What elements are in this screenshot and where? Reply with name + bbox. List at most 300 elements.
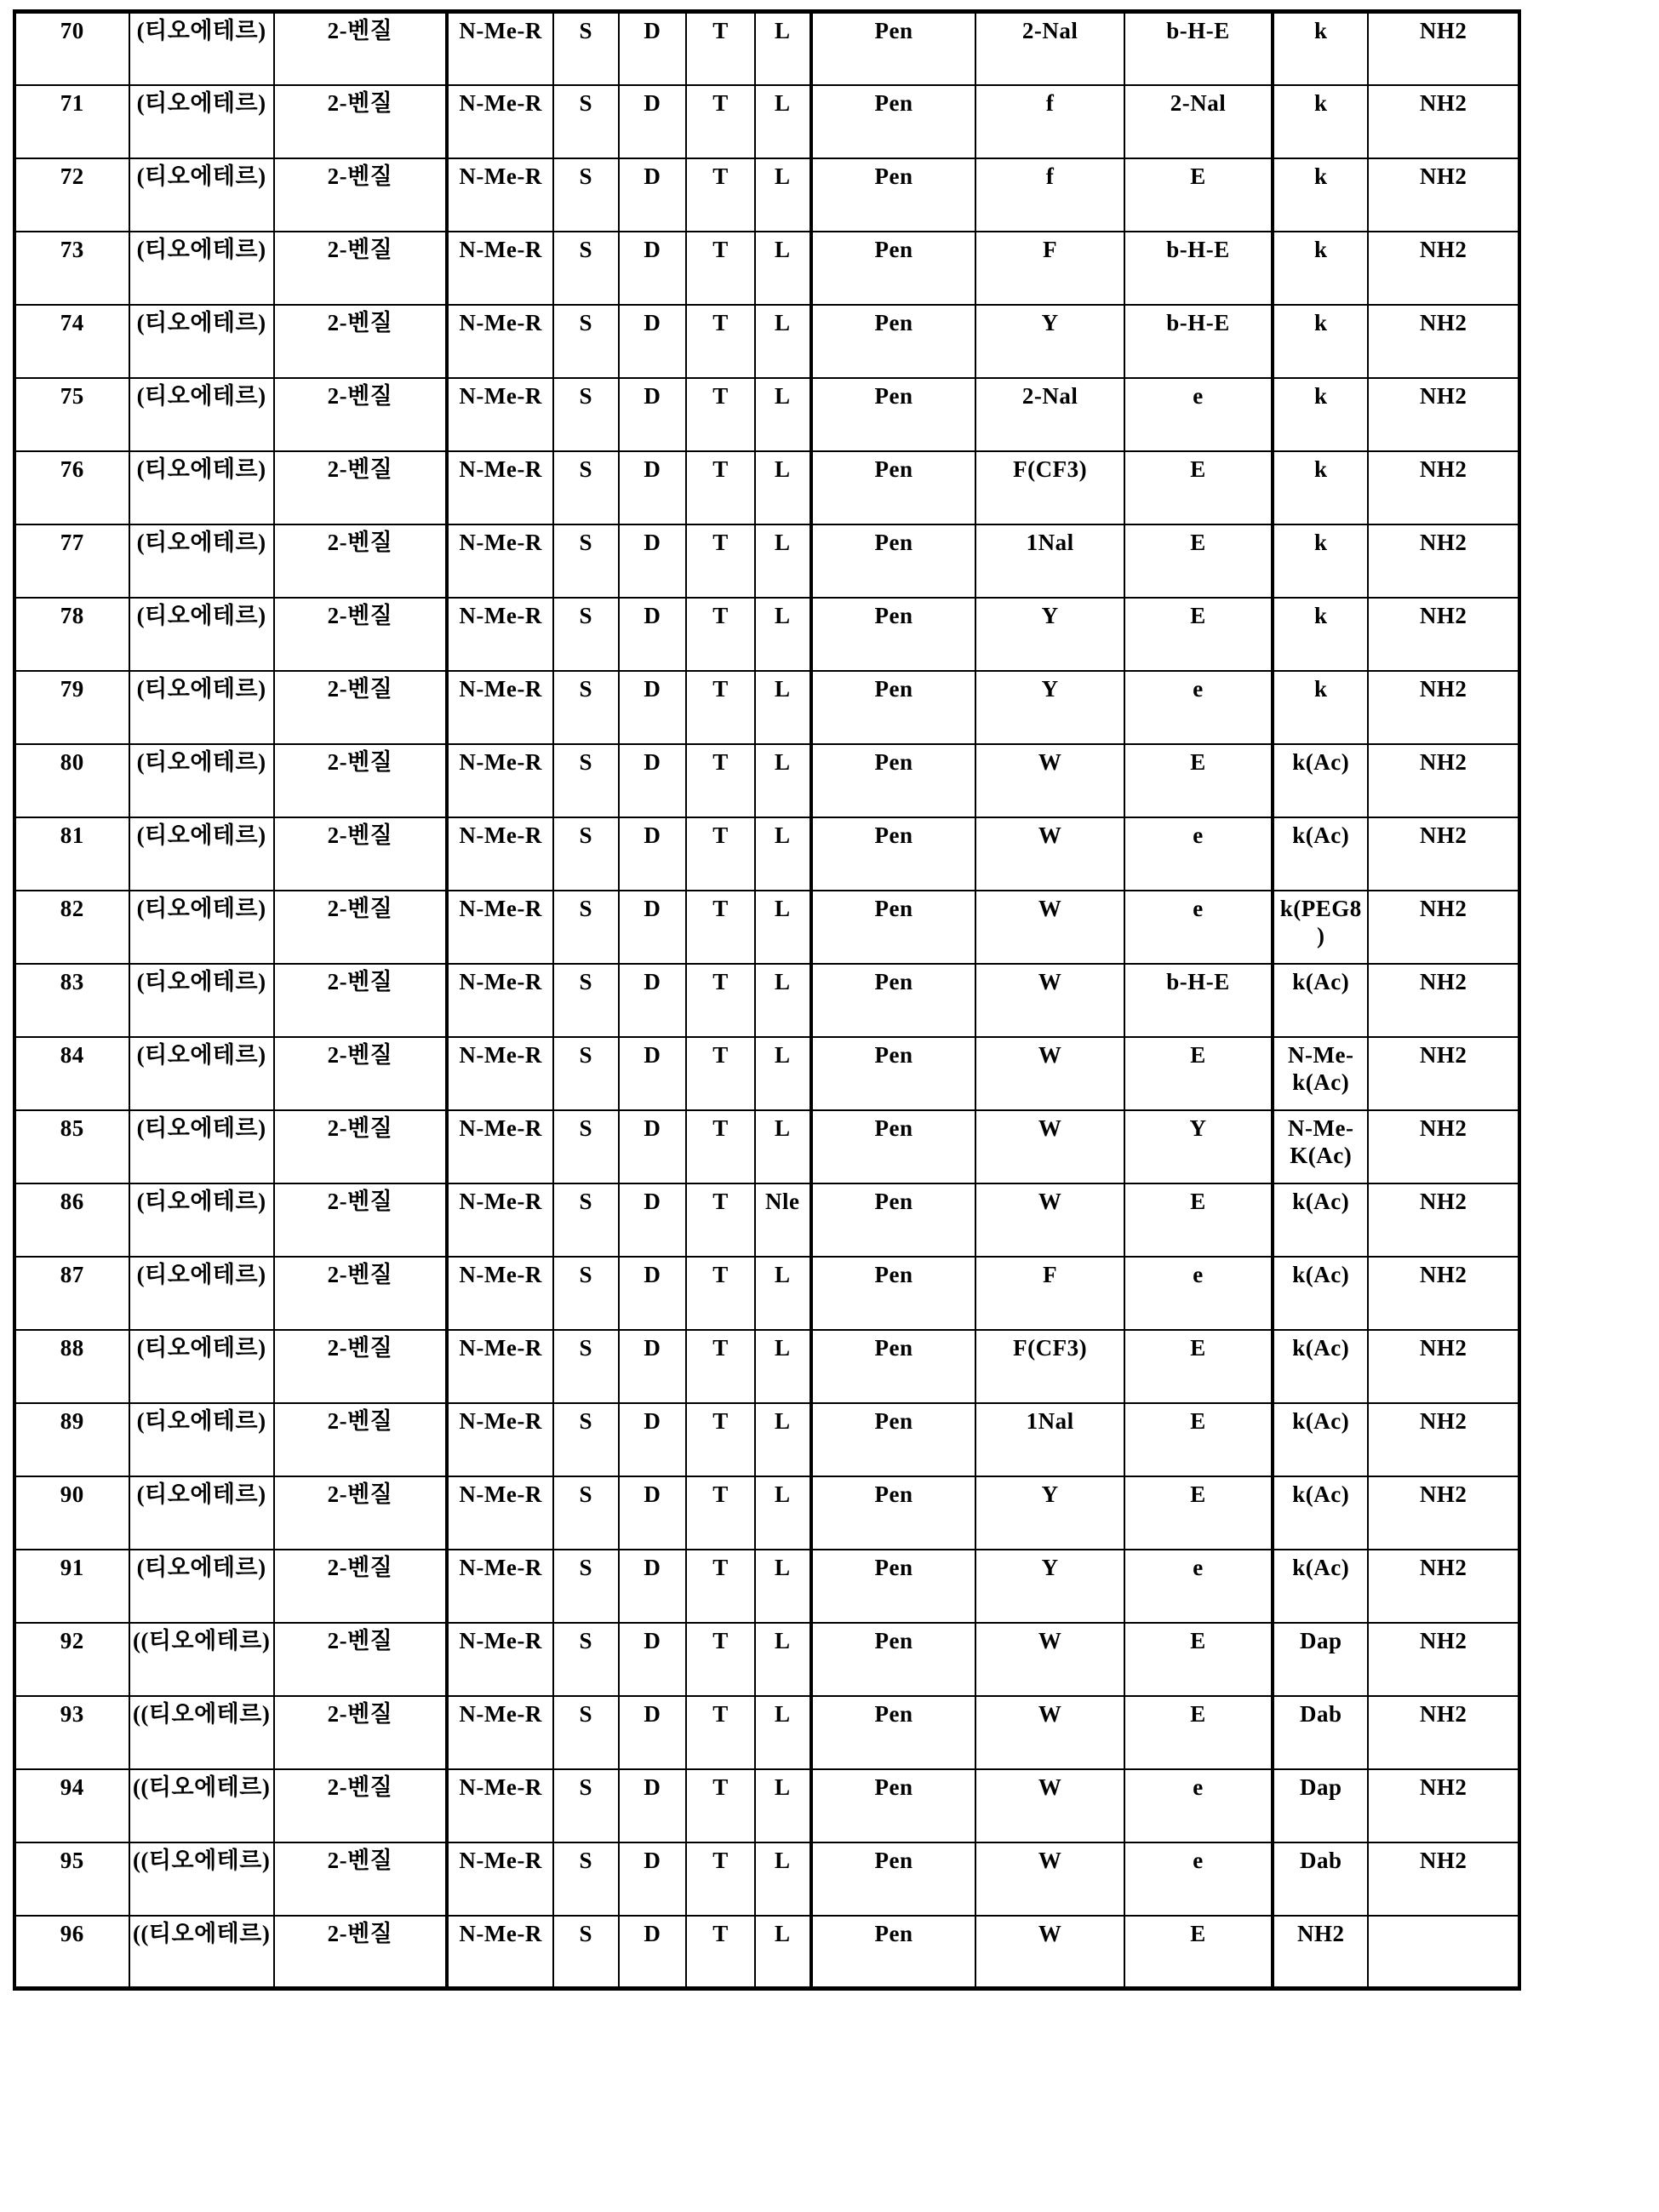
table-cell: W xyxy=(975,964,1124,1037)
table-cell: (티오에테르) xyxy=(129,1550,274,1623)
table-cell: L xyxy=(755,671,811,744)
table-cell: D xyxy=(619,817,687,891)
table-cell: T xyxy=(686,1916,755,1989)
table-cell xyxy=(1368,1916,1519,1989)
table-cell: D xyxy=(619,378,687,451)
table-cell: 2-벤질 xyxy=(274,1037,448,1110)
table-cell: NH2 xyxy=(1368,232,1519,305)
table-cell: b-H-E xyxy=(1124,305,1273,378)
table-cell: Pen xyxy=(811,1550,976,1623)
table-cell: S xyxy=(553,524,618,598)
table-cell: S xyxy=(553,744,618,817)
table-cell: Dab xyxy=(1273,1842,1368,1916)
table-cell: L xyxy=(755,1257,811,1330)
table-cell: D xyxy=(619,1476,687,1550)
table-cell: N-Me-R xyxy=(447,817,553,891)
table-cell: (티오에테르) xyxy=(129,451,274,524)
table-cell: D xyxy=(619,598,687,671)
table-cell: NH2 xyxy=(1368,85,1519,158)
table-cell: S xyxy=(553,817,618,891)
row-index-cell: 75 xyxy=(14,378,129,451)
table-cell: (티오에테르) xyxy=(129,817,274,891)
table-cell: 2-벤질 xyxy=(274,964,448,1037)
table-row xyxy=(14,451,1519,524)
table-cell: L xyxy=(755,891,811,964)
table-cell: Pen xyxy=(811,232,976,305)
table-cell: S xyxy=(553,1330,618,1403)
table-cell: NH2 xyxy=(1368,1037,1519,1110)
table-cell: Pen xyxy=(811,305,976,378)
table-cell: k xyxy=(1273,598,1368,671)
table-cell: N-Me-R xyxy=(447,1842,553,1916)
table-cell: 1Nal xyxy=(975,1403,1124,1476)
table-cell: D xyxy=(619,451,687,524)
table-cell: NH2 xyxy=(1368,305,1519,378)
table-cell: 2-벤질 xyxy=(274,1550,448,1623)
table-cell: N-Me-R xyxy=(447,1550,553,1623)
table-cell: NH2 xyxy=(1368,598,1519,671)
table-cell: L xyxy=(755,1110,811,1183)
table-cell: N-Me-R xyxy=(447,451,553,524)
table-cell: N-Me-R xyxy=(447,1623,553,1696)
table-cell: k xyxy=(1273,232,1368,305)
table-cell: 2-벤질 xyxy=(274,85,448,158)
table-cell: T xyxy=(686,158,755,232)
table-cell: (티오에테르) xyxy=(129,1403,274,1476)
table-cell: k(Ac) xyxy=(1273,1476,1368,1550)
table-cell: (티오에테르) xyxy=(129,378,274,451)
table-cell: Pen xyxy=(811,1037,976,1110)
table-cell: 2-벤질 xyxy=(274,598,448,671)
table-cell: 2-벤질 xyxy=(274,817,448,891)
table-cell: T xyxy=(686,671,755,744)
table-cell: Dap xyxy=(1273,1623,1368,1696)
table-cell: D xyxy=(619,232,687,305)
table-cell: 2-벤질 xyxy=(274,1257,448,1330)
table-cell: NH2 xyxy=(1368,1550,1519,1623)
table-cell: 2-Nal xyxy=(1124,85,1273,158)
row-index-cell: 91 xyxy=(14,1550,129,1623)
table-row xyxy=(14,1769,1519,1842)
table-cell: 2-벤질 xyxy=(274,1696,448,1769)
table-cell: NH2 xyxy=(1368,1476,1519,1550)
table-cell: S xyxy=(553,158,618,232)
table-cell: 2-벤질 xyxy=(274,305,448,378)
row-index-cell: 76 xyxy=(14,451,129,524)
table-cell: N-Me-R xyxy=(447,1037,553,1110)
table-cell: k(Ac) xyxy=(1273,1330,1368,1403)
table-cell: S xyxy=(553,1110,618,1183)
table-cell: NH2 xyxy=(1368,817,1519,891)
table-row xyxy=(14,817,1519,891)
table-cell: Pen xyxy=(811,1330,976,1403)
table-cell: e xyxy=(1124,378,1273,451)
table-cell: L xyxy=(755,1769,811,1842)
table-cell: S xyxy=(553,1037,618,1110)
table-cell: L xyxy=(755,1696,811,1769)
table-cell: Pen xyxy=(811,1769,976,1842)
table-cell: E xyxy=(1124,158,1273,232)
table-cell: S xyxy=(553,1696,618,1769)
row-index-cell: 78 xyxy=(14,598,129,671)
table-row xyxy=(14,1623,1519,1696)
table-cell: 2-벤질 xyxy=(274,744,448,817)
table-cell: Y xyxy=(975,598,1124,671)
table-cell: k(Ac) xyxy=(1273,1403,1368,1476)
table-cell: T xyxy=(686,1330,755,1403)
table-cell: N-Me-R xyxy=(447,158,553,232)
table-cell: T xyxy=(686,1696,755,1769)
table-cell: T xyxy=(686,1037,755,1110)
table-cell: L xyxy=(755,1476,811,1550)
row-index-cell: 74 xyxy=(14,305,129,378)
table-cell: S xyxy=(553,1916,618,1989)
table-cell: NH2 xyxy=(1368,1183,1519,1257)
table-row xyxy=(14,1183,1519,1257)
table-cell: L xyxy=(755,1403,811,1476)
table-cell: ((티오에테르) xyxy=(129,1696,274,1769)
row-index-cell: 80 xyxy=(14,744,129,817)
table-row xyxy=(14,964,1519,1037)
table-cell: N-Me-R xyxy=(447,964,553,1037)
table-cell: D xyxy=(619,1330,687,1403)
table-cell: (티오에테르) xyxy=(129,232,274,305)
row-index-cell: 88 xyxy=(14,1330,129,1403)
table-row xyxy=(14,305,1519,378)
table-row xyxy=(14,1257,1519,1330)
table-cell: T xyxy=(686,378,755,451)
table-cell: L xyxy=(755,451,811,524)
table-cell: T xyxy=(686,964,755,1037)
table-cell: D xyxy=(619,158,687,232)
table-cell: NH2 xyxy=(1368,1330,1519,1403)
table-cell: NH2 xyxy=(1368,1110,1519,1183)
table-cell: (티오에테르) xyxy=(129,1257,274,1330)
table-cell: e xyxy=(1124,1257,1273,1330)
table-cell: T xyxy=(686,1623,755,1696)
table-cell: b-H-E xyxy=(1124,12,1273,85)
table-row xyxy=(14,1110,1519,1183)
table-cell: Pen xyxy=(811,1110,976,1183)
table-cell: k xyxy=(1273,305,1368,378)
table-cell: Pen xyxy=(811,451,976,524)
row-index-cell: 95 xyxy=(14,1842,129,1916)
table-cell: T xyxy=(686,1550,755,1623)
table-cell: T xyxy=(686,85,755,158)
table-cell: 2-Nal xyxy=(975,12,1124,85)
table-cell: 2-벤질 xyxy=(274,232,448,305)
row-index-cell: 85 xyxy=(14,1110,129,1183)
table-row xyxy=(14,1842,1519,1916)
table-cell: 2-Nal xyxy=(975,378,1124,451)
table-cell: T xyxy=(686,1476,755,1550)
row-index-cell: 86 xyxy=(14,1183,129,1257)
row-index-cell: 90 xyxy=(14,1476,129,1550)
table-cell: k(Ac) xyxy=(1273,1183,1368,1257)
table-row xyxy=(14,1550,1519,1623)
table-cell: Pen xyxy=(811,817,976,891)
table-cell: NH2 xyxy=(1273,1916,1368,1989)
table-row xyxy=(14,1916,1519,1989)
table-cell: k xyxy=(1273,85,1368,158)
row-index-cell: 96 xyxy=(14,1916,129,1989)
table-cell: NH2 xyxy=(1368,1842,1519,1916)
table-cell: E xyxy=(1124,1476,1273,1550)
table-cell: T xyxy=(686,744,755,817)
table-cell: 2-벤질 xyxy=(274,671,448,744)
row-index-cell: 92 xyxy=(14,1623,129,1696)
table-cell: S xyxy=(553,1842,618,1916)
table-cell: N-Me-R xyxy=(447,305,553,378)
table-cell: 2-벤질 xyxy=(274,1403,448,1476)
table-cell: Y xyxy=(975,1550,1124,1623)
table-cell: (티오에테르) xyxy=(129,305,274,378)
table-cell: S xyxy=(553,451,618,524)
table-row xyxy=(14,671,1519,744)
row-index-cell: 84 xyxy=(14,1037,129,1110)
table-cell: W xyxy=(975,1623,1124,1696)
table-cell: S xyxy=(553,1476,618,1550)
table-cell: S xyxy=(553,1550,618,1623)
table-cell: S xyxy=(553,1623,618,1696)
table-cell: D xyxy=(619,744,687,817)
row-index-cell: 94 xyxy=(14,1769,129,1842)
table-cell: D xyxy=(619,12,687,85)
row-index-cell: 93 xyxy=(14,1696,129,1769)
table-cell: 2-벤질 xyxy=(274,378,448,451)
table-cell: NH2 xyxy=(1368,12,1519,85)
table-cell: S xyxy=(553,964,618,1037)
table-cell: E xyxy=(1124,744,1273,817)
table-row xyxy=(14,158,1519,232)
table-cell: N-Me-R xyxy=(447,1916,553,1989)
table-cell: W xyxy=(975,1110,1124,1183)
table-cell: D xyxy=(619,1037,687,1110)
table-cell: N-Me-R xyxy=(447,85,553,158)
table-cell: (티오에테르) xyxy=(129,671,274,744)
table-cell: (티오에테르) xyxy=(129,1037,274,1110)
table-cell: k(Ac) xyxy=(1273,817,1368,891)
table-cell: Pen xyxy=(811,1696,976,1769)
table-cell: N-Me-R xyxy=(447,1476,553,1550)
table-cell: L xyxy=(755,524,811,598)
table-cell: N-Me-R xyxy=(447,1403,553,1476)
table-cell: Nle xyxy=(755,1183,811,1257)
table-cell: S xyxy=(553,1769,618,1842)
table-cell: L xyxy=(755,1842,811,1916)
table-cell: D xyxy=(619,305,687,378)
table-cell: NH2 xyxy=(1368,1403,1519,1476)
table-cell: T xyxy=(686,1257,755,1330)
table-cell: (티오에테르) xyxy=(129,158,274,232)
table-cell: D xyxy=(619,1110,687,1183)
table-cell: N-Me-k(Ac) xyxy=(1273,1037,1368,1110)
table-cell: L xyxy=(755,232,811,305)
table-cell: k(PEG8) xyxy=(1273,891,1368,964)
table-row xyxy=(14,891,1519,964)
table-cell: W xyxy=(975,891,1124,964)
table-cell: S xyxy=(553,1257,618,1330)
table-cell: D xyxy=(619,1403,687,1476)
table-cell: Pen xyxy=(811,85,976,158)
row-index-cell: 87 xyxy=(14,1257,129,1330)
table-cell: F(CF3) xyxy=(975,451,1124,524)
table-cell: (티오에테르) xyxy=(129,12,274,85)
row-index-cell: 72 xyxy=(14,158,129,232)
table-row xyxy=(14,85,1519,158)
table-cell: F xyxy=(975,232,1124,305)
table-cell: Y xyxy=(1124,1110,1273,1183)
table-cell: (티오에테르) xyxy=(129,598,274,671)
table-cell: 2-벤질 xyxy=(274,1916,448,1989)
table-cell: D xyxy=(619,1696,687,1769)
table-row xyxy=(14,232,1519,305)
table-cell: k(Ac) xyxy=(1273,1257,1368,1330)
row-index-cell: 70 xyxy=(14,12,129,85)
table-cell: Y xyxy=(975,1476,1124,1550)
table-cell: k xyxy=(1273,158,1368,232)
table-cell: T xyxy=(686,524,755,598)
table-cell: T xyxy=(686,1183,755,1257)
table-cell: S xyxy=(553,671,618,744)
table-cell: S xyxy=(553,891,618,964)
table-cell: k xyxy=(1273,671,1368,744)
table-cell: e xyxy=(1124,891,1273,964)
table-cell: NH2 xyxy=(1368,1623,1519,1696)
table-cell: k(Ac) xyxy=(1273,744,1368,817)
table-cell: NH2 xyxy=(1368,891,1519,964)
table-cell: L xyxy=(755,744,811,817)
sequence-table-body xyxy=(14,12,1519,1989)
table-cell: E xyxy=(1124,1696,1273,1769)
table-cell: 2-벤질 xyxy=(274,158,448,232)
table-cell: (티오에테르) xyxy=(129,1330,274,1403)
table-cell: (티오에테르) xyxy=(129,964,274,1037)
table-cell: N-Me-R xyxy=(447,744,553,817)
table-cell: S xyxy=(553,1183,618,1257)
table-cell: (티오에테르) xyxy=(129,744,274,817)
table-cell: D xyxy=(619,891,687,964)
table-cell: f xyxy=(975,85,1124,158)
table-cell: W xyxy=(975,1696,1124,1769)
table-cell: L xyxy=(755,1623,811,1696)
table-cell: N-Me-K(Ac) xyxy=(1273,1110,1368,1183)
table-cell: 2-벤질 xyxy=(274,524,448,598)
table-cell: e xyxy=(1124,671,1273,744)
table-cell: b-H-E xyxy=(1124,232,1273,305)
row-index-cell: 83 xyxy=(14,964,129,1037)
table-cell: N-Me-R xyxy=(447,524,553,598)
table-cell: f xyxy=(975,158,1124,232)
table-cell: Pen xyxy=(811,1842,976,1916)
table-cell: N-Me-R xyxy=(447,1769,553,1842)
table-cell: L xyxy=(755,85,811,158)
table-cell: k xyxy=(1273,524,1368,598)
table-cell: N-Me-R xyxy=(447,1330,553,1403)
table-row xyxy=(14,744,1519,817)
table-row xyxy=(14,524,1519,598)
table-cell: 2-벤질 xyxy=(274,1476,448,1550)
table-cell: Pen xyxy=(811,598,976,671)
table-cell: T xyxy=(686,12,755,85)
table-cell: T xyxy=(686,1842,755,1916)
row-index-cell: 89 xyxy=(14,1403,129,1476)
table-cell: b-H-E xyxy=(1124,964,1273,1037)
table-cell: N-Me-R xyxy=(447,1696,553,1769)
table-cell: E xyxy=(1124,1623,1273,1696)
table-cell: k(Ac) xyxy=(1273,1550,1368,1623)
table-cell: S xyxy=(553,378,618,451)
table-cell: S xyxy=(553,305,618,378)
table-cell: NH2 xyxy=(1368,451,1519,524)
table-cell: S xyxy=(553,1403,618,1476)
table-cell: Pen xyxy=(811,671,976,744)
table-cell: N-Me-R xyxy=(447,891,553,964)
table-row xyxy=(14,1476,1519,1550)
table-row xyxy=(14,12,1519,85)
table-row xyxy=(14,598,1519,671)
table-cell: NH2 xyxy=(1368,964,1519,1037)
table-cell: ((티오에테르) xyxy=(129,1623,274,1696)
table-cell: T xyxy=(686,1403,755,1476)
table-row xyxy=(14,378,1519,451)
table-cell: L xyxy=(755,12,811,85)
table-cell: D xyxy=(619,1623,687,1696)
table-cell: (티오에테르) xyxy=(129,1110,274,1183)
table-cell: E xyxy=(1124,598,1273,671)
table-cell: 2-벤질 xyxy=(274,1623,448,1696)
table-cell: Y xyxy=(975,671,1124,744)
table-cell: N-Me-R xyxy=(447,1183,553,1257)
sequence-table xyxy=(13,9,1521,1991)
table-cell: L xyxy=(755,964,811,1037)
table-cell: NH2 xyxy=(1368,744,1519,817)
table-cell: 2-벤질 xyxy=(274,1110,448,1183)
table-cell: 2-벤질 xyxy=(274,891,448,964)
table-cell: W xyxy=(975,1183,1124,1257)
table-cell: ((티오에테르) xyxy=(129,1842,274,1916)
table-cell: e xyxy=(1124,1769,1273,1842)
row-index-cell: 81 xyxy=(14,817,129,891)
table-cell: NH2 xyxy=(1368,1257,1519,1330)
table-cell: N-Me-R xyxy=(447,598,553,671)
table-cell: D xyxy=(619,1842,687,1916)
table-cell: Pen xyxy=(811,12,976,85)
table-cell: D xyxy=(619,964,687,1037)
table-cell: Pen xyxy=(811,1476,976,1550)
row-index-cell: 82 xyxy=(14,891,129,964)
table-cell: Pen xyxy=(811,1623,976,1696)
table-cell: L xyxy=(755,378,811,451)
table-row xyxy=(14,1696,1519,1769)
table-cell: NH2 xyxy=(1368,1696,1519,1769)
table-cell: (티오에테르) xyxy=(129,85,274,158)
table-cell: e xyxy=(1124,817,1273,891)
table-cell: k xyxy=(1273,378,1368,451)
row-index-cell: 79 xyxy=(14,671,129,744)
table-cell: NH2 xyxy=(1368,524,1519,598)
table-cell: F xyxy=(975,1257,1124,1330)
table-cell: Pen xyxy=(811,158,976,232)
table-cell: D xyxy=(619,671,687,744)
table-cell: (티오에테르) xyxy=(129,524,274,598)
table-cell: N-Me-R xyxy=(447,1257,553,1330)
table-cell: T xyxy=(686,598,755,671)
row-index-cell: 71 xyxy=(14,85,129,158)
table-cell: E xyxy=(1124,1330,1273,1403)
table-cell: N-Me-R xyxy=(447,232,553,305)
table-cell: T xyxy=(686,232,755,305)
